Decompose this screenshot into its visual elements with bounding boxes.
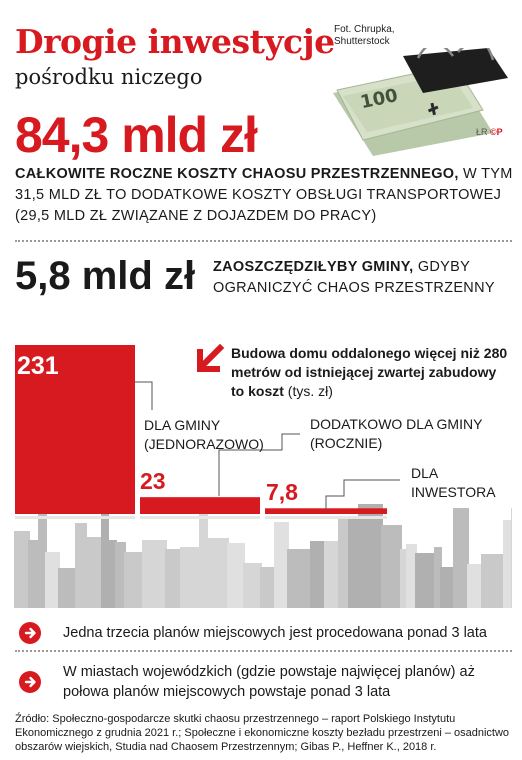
skyline-building xyxy=(206,538,229,608)
skyline-building xyxy=(243,563,262,608)
note-text: W miastach wojewódzkich (gdzie powstaje najwięcej planów) aż połowa planów miejscowych powstaje ponad 3 lata xyxy=(63,664,475,700)
banknotes-photo xyxy=(333,48,513,158)
note-text: Jedna trzecia planów miejscowych jest procedowana ponad 3 lata xyxy=(63,625,487,641)
skyline-building xyxy=(45,552,60,608)
skyline-building xyxy=(310,541,326,608)
note-item xyxy=(15,618,512,648)
stat-savings-text: GDYBY OGRANICZYĆ CHAOS PRZESTRZENNY xyxy=(213,259,495,296)
stat-savings-bold: ZAOSZCZĘDZIŁYBY GMINY, xyxy=(213,259,414,275)
note-item xyxy=(15,657,512,707)
circle-arrow-right-icon xyxy=(19,671,41,693)
skyline-building xyxy=(180,547,201,608)
stat-total-cost-bold: CAŁKOWITE ROCZNE KOSZTY CHAOSU PRZESTRZENNEGO, xyxy=(15,166,459,182)
page-subtitle: pośrodku niczego xyxy=(15,65,203,89)
skyline-building xyxy=(124,552,144,608)
bar-commune-once xyxy=(140,497,260,514)
stat-total-cost-value: 84,3 mld zł xyxy=(15,107,257,163)
bar-baseline xyxy=(140,516,260,519)
skyline-building xyxy=(381,525,402,608)
divider xyxy=(15,240,512,242)
category-label-commune-yearly: DODATKOWO DLA GMINY (ROCZNIE) xyxy=(310,416,483,451)
category-label-commune-once: DLA GMINY (JEDNORAZOWO) xyxy=(144,417,264,452)
skyline-building xyxy=(287,549,312,608)
skyline-building xyxy=(415,553,436,608)
bar-value-label-commune-yearly: 7,8 xyxy=(266,479,298,505)
skyline-building xyxy=(165,549,182,608)
arrow-down-left-icon xyxy=(200,348,220,369)
leader-line-investor xyxy=(135,382,152,410)
skyline-building xyxy=(227,543,245,608)
skyline-building xyxy=(85,537,103,608)
stat-savings-description xyxy=(213,257,513,299)
skyline-building xyxy=(260,567,276,608)
bar-value-label-investor: 231 xyxy=(17,352,59,380)
bar-baseline xyxy=(15,516,135,519)
skyline-building xyxy=(511,508,512,608)
skyline-building xyxy=(467,564,483,608)
chart-unit: (tys. zł) xyxy=(287,383,333,399)
skyline-building xyxy=(142,540,167,608)
photo-credit xyxy=(334,24,395,48)
logo-mark: ©P xyxy=(490,127,503,137)
skyline-building xyxy=(58,568,77,608)
source-footnote: Źródło: Społeczno-gospodarcze skutki chaosu przestrzennego – raport Polskiego Instytutu Ekonomicznego z grudnia 2021 r.; Społeczne i ekonomiczne koszty bezładu przestrzeni – osadnictwo obszarów wiejskich, Studia nad Chaosem Przestrzennym; Gibas P., Heffner K., 2018 r. xyxy=(15,713,510,753)
skyline-building xyxy=(481,554,505,608)
photo-credit-line-2: Shutterstock xyxy=(334,36,390,47)
chart-title xyxy=(231,344,513,401)
category-label-investor: DLA INWESTORA xyxy=(411,465,496,500)
skyline-building xyxy=(503,520,512,608)
skyline-building xyxy=(14,531,30,608)
photo-credit-line-1: Fot. Chrupka, xyxy=(334,24,395,35)
circle-arrow-right-icon xyxy=(19,622,41,644)
skyline-building xyxy=(440,567,455,608)
stat-savings-value: 5,8 mld zł xyxy=(15,254,196,298)
stat-total-cost-description xyxy=(15,164,515,227)
chart-title-text: Budowa domu oddalonego więcej niż 280 metrów od istniejącej zwartej zabudowy to koszt xyxy=(231,345,508,399)
logo-prefix: ŁR xyxy=(476,127,488,137)
skyline-building xyxy=(274,522,289,608)
skyline-building xyxy=(358,504,383,608)
page-title: Drogie inwestycje xyxy=(15,22,335,61)
skyline-building xyxy=(453,508,469,608)
publisher-logo xyxy=(476,127,503,137)
stat-total-cost-text: W TYM 31,5 MLD ZŁ TO DODATKOWE KOSZTY OBSŁUGI TRANSPORTOWEJ (29,5 MLD ZŁ ZWIĄZANE Z DOJAZDEM DO PRACY) xyxy=(15,166,513,224)
divider xyxy=(15,650,512,652)
skyline-building xyxy=(324,541,340,608)
svg-text:100: 100 xyxy=(358,84,400,114)
bar-baseline xyxy=(265,516,387,519)
bar-value-label-commune-once: 23 xyxy=(140,468,166,494)
